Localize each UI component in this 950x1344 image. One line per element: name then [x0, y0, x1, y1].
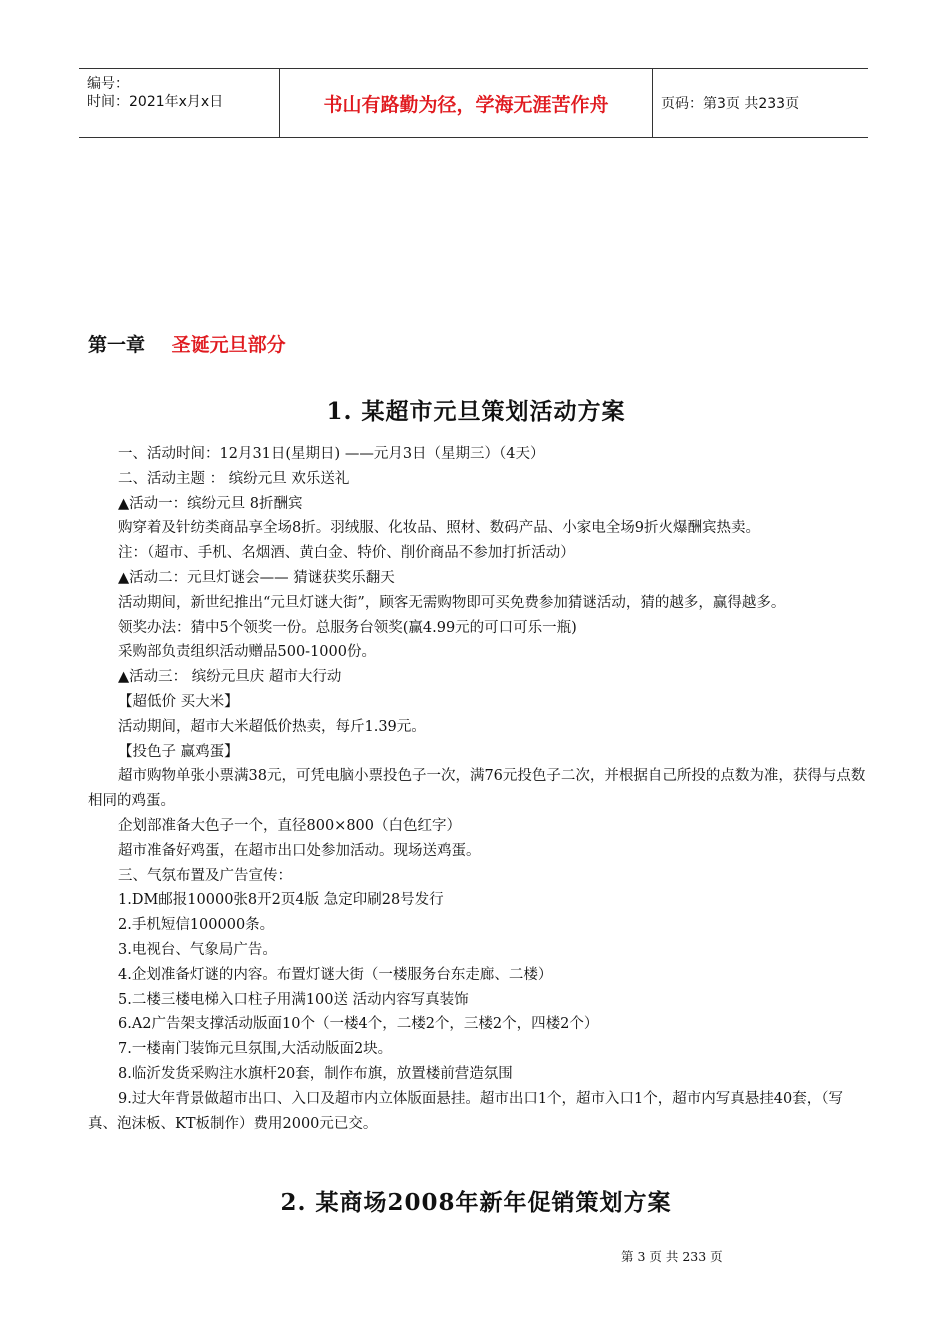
- body-paragraph: 活动期间，超市大米超低价热卖，每斤1.39元。: [118, 718, 426, 735]
- body-paragraph: 7.一楼南门装饰元旦氛围,大活动版面2块。: [118, 1041, 393, 1058]
- body-paragraph: 超市购物单张小票满38元，可凭电脑小票投色子一次，满76元投色子二次，并根据自己所投的点数为准，获得与点数相同的鸡蛋。: [88, 768, 866, 810]
- body-paragraph: 注：（超市、手机、名烟酒、黄白金、特价、削价商品不参加打折活动）: [118, 545, 575, 562]
- body-paragraph: 【投色子 赢鸡蛋】: [118, 743, 239, 760]
- body-paragraph: 三、气氛布置及广告宣传：: [118, 867, 292, 884]
- body-paragraph: ▲活动三： 缤纷元旦庆 超市大行动: [118, 669, 342, 686]
- body-paragraph: 6.A2广告架支撑活动版面10个（一楼4个，二楼2个，三楼2个，四楼2个）: [118, 1016, 599, 1033]
- page-footer: 第 3 页 共 233 页: [621, 1249, 723, 1264]
- body-paragraph: 4.企划准备灯谜的内容。布置灯谜大街（一楼服务台东走廊、二楼）: [118, 966, 553, 983]
- header-page-info: 页码：第3页 共233页: [661, 96, 800, 112]
- body-paragraph: 超市准备好鸡蛋，在超市出口处参加活动。现场送鸡蛋。: [118, 842, 481, 859]
- body-paragraph: 一、活动时间：12月31日(星期日) ——元月3日（星期三）（4天）: [118, 446, 545, 462]
- body-paragraph: 【超低价 买大米】: [118, 693, 239, 710]
- number-label: 编号：: [87, 76, 129, 92]
- header-meta-cell: [79, 69, 280, 137]
- body-paragraph: 活动期间，新世纪推出“元旦灯谜大街”，顾客无需购物即可买免费参加猜谜活动，猜的越多，赢得越多。: [118, 594, 786, 611]
- body-paragraph: 购穿着及针纺类商品享全场8折。羽绒服、化妆品、照材、数码产品、小家电全场9折火爆酬宾热卖。: [118, 520, 760, 537]
- body-paragraph: ▲活动一：缤纷元旦 8折酬宾: [118, 495, 303, 512]
- section-2-title: 2. 某商场2008年新年促销策划方案: [280, 1189, 672, 1216]
- body-paragraph: 5.二楼三楼电梯入口柱子用满100送 活动内容写真装饰: [118, 991, 469, 1008]
- body-paragraph: 9.过大年背景做超市出口、入口及超市内立体版面悬挂。超市出口1个，超市入口1个，超市内写真悬挂40套，（写真、泡沫板、KT板制作）费用2000元已交。: [88, 1090, 843, 1132]
- body-paragraph: ▲活动二：元旦灯谜会—— 猜谜获奖乐翻天: [118, 569, 395, 586]
- chapter-heading: [88, 330, 286, 357]
- body-paragraph: 二、活动主题 ： 缤纷元旦 欢乐送礼: [118, 470, 350, 487]
- header-motto: 书山有路勤为径，学海无涯苦作舟: [323, 94, 609, 116]
- chapter-number: 第一章: [88, 334, 146, 356]
- body-paragraph: 2.手机短信100000条。: [118, 917, 275, 934]
- section-1-body: [88, 442, 866, 1136]
- body-paragraph: 采购部负责组织活动赠品500-1000份。: [118, 644, 376, 661]
- time-label: 时间：2021年x月x日: [87, 94, 224, 110]
- document-header: [79, 68, 868, 138]
- chapter-title: 圣诞元旦部分: [171, 334, 286, 356]
- body-paragraph: 领奖办法：猜中5个领奖一份。总服务台领奖(赢4.99元的可口可乐一瓶): [118, 619, 577, 636]
- body-paragraph: 3.电视台、气象局广告。: [118, 941, 277, 958]
- body-paragraph: 8.临沂发货采购注水旗杆20套，制作布旗，放置楼前营造氛围: [118, 1065, 513, 1082]
- section-1-title: 1. 某超市元旦策划活动方案: [326, 398, 626, 425]
- body-paragraph: 1.DM邮报10000张8开2页4版 急定印刷28号发行: [118, 892, 444, 909]
- header-page-cell: [653, 69, 868, 137]
- body-paragraph: 企划部准备大色子一个，直径800×800（白色红字）: [118, 817, 461, 834]
- header-motto-cell: [280, 69, 653, 137]
